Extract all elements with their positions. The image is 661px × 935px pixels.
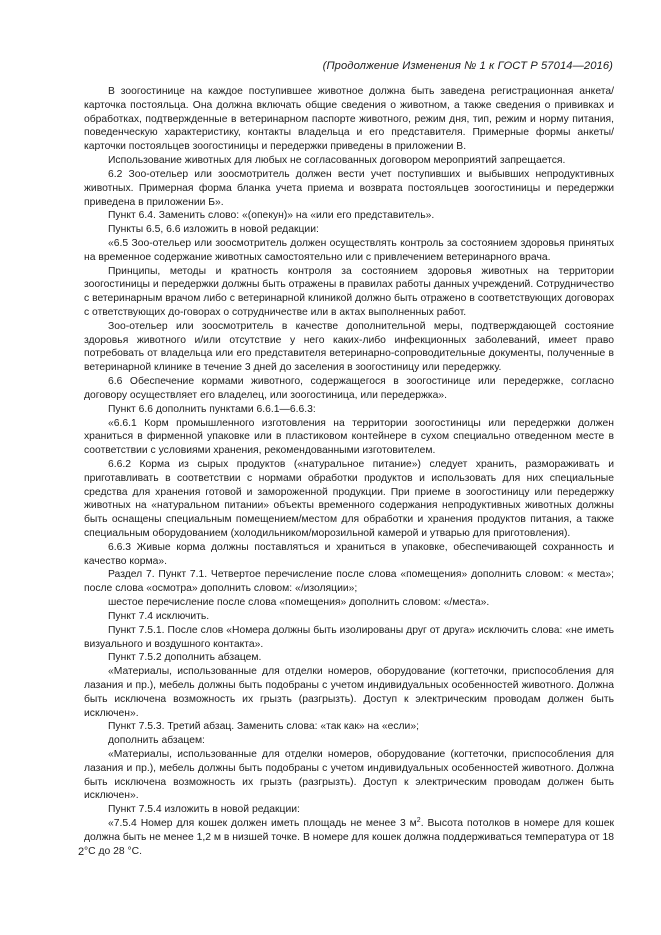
paragraph: Пункт 7.5.1. После слов «Номера должны быть изолированы друг от друга» исключить слова: «не иметь визуального и воздушного контакта».: [84, 624, 614, 650]
paragraph: Пункт 7.5.4 изложить в новой редакции:: [108, 804, 300, 816]
paragraph: Раздел 7. Пункт 7.1. Четвертое перечисление после слова «помещения» дополнить словом: « места»; после слова «осмотра» дополнить словом: «/изоляции»;: [84, 569, 614, 595]
page-header: (Продолжение Изменения № 1 к ГОСТ Р 57014—2016): [322, 60, 613, 72]
paragraph: Использование животных для любых не согласованных договором мероприятий запрещается.: [108, 155, 566, 167]
paragraph: Принципы, методы и кратность контроля за состоянием здоровья животных на территории зоогостиницы и передержки должны быть отражены в правилах работы данных учреждений. Сотрудничество с ветеринарным врачом либо с ветеринарной клиникой должно быть отражено в соответствующих договорах с ответствующих до-говорах о сотрудничестве или в актах выполненных работ.: [84, 265, 614, 318]
paragraph: Пункты 6.5, 6.6 изложить в новой редакции:: [108, 224, 319, 236]
paragraph: 6.6.3 Живые корма должны поставляться и храниться в упаковке, обеспечивающей сохранность и качество корма».: [84, 541, 614, 567]
area-superscript: 2: [416, 817, 421, 825]
document-body: [84, 85, 614, 859]
paragraph: Пункт 7.5.3. Третий абзац. Заменить слова: «так как» на «если»;: [108, 721, 419, 733]
paragraph: 6.6.2 Корма из сырых продуктов («натуральное питание») следует хранить, размораживать и приготавливать в соответствии с нормами обработки продуктов и использовать для них специальные средства для хранения готовой и замороженной продукции. При приеме в зоогостиницу или передержку животных на «натуральном питании» объекты временного содержания непродуктивных животных должны быть оснащены специальным помещением/местом для обработки и хранения продуктов питания, а также специальным оборудованием (холодильником/морозильной камерой и утварью для приготовления).: [84, 458, 614, 539]
final-paragraph-start: «7.5.4 Номер для кошек должен иметь площадь не менее 3 м: [108, 818, 417, 830]
paragraph: «6.5 Зоо-отельер или зоосмотритель должен осуществлять контроль за состоянием здоровья принятых на временное содержание животных самостоятельно или с привлечением ветеринарного врача.: [84, 237, 614, 263]
page-number: 2: [78, 846, 85, 858]
paragraph: Пункт 6.4. Заменить слово: «(опекун)» на «или его представитель».: [108, 210, 435, 222]
paragraph: В зоогостинице на каждое поступившее животное должна быть заведена регистрационная анкета/карточка постояльца. Она должна включать общие сведения о животном, а также сведения о прививках и обработках, подтвержденные в ветеринарном паспорте животного, режим дня, тип, режим и норму питания, поведенческую характеристику, контакты владельца и его представителя. Примерные формы анкеты/карточки постояльцев зоогостиницы и передержки приведены в приложении В.: [84, 86, 614, 153]
paragraph: «Материалы, использованные для отделки номеров, оборудование (когтеточки, приспособления для лазания и пр.), мебель должны быть подобраны с учетом индивидуальных особенностей животного. Должна быть исключена возможность их грызть (разгрызть). Доступ к электрическим проводам должен быть исключен».: [84, 749, 614, 802]
paragraph: 6.6 Обеспечение кормами животного, содержащегося в зоогостинице или передержке, согласно договору осуществляет его владелец, или зоогостиница, или передержка».: [84, 376, 614, 401]
paragraph: шестое перечисление после слова «помещения» дополнить словом: «/места».: [108, 597, 490, 609]
final-paragraph-end: . Высота потолков в номере для кошек должна быть не менее 1,2 м в низшей точке. В номере для кошек должна поддерживаться температура от 18 °С до 28 °С.: [84, 818, 614, 857]
paragraph: Зоо-отельер или зоосмотритель в качестве дополнительной меры, подтверждающей состояние здоровья животного и/или отсутствие у него каких-либо инфекционных заболеваний, имеет право потребовать от владельца или его представителя ветеринарно-сопроводительные документы, полученные в ветеринарной клинике в течение 3 дней до заселения в зоогостиницу или передержку.: [84, 320, 614, 374]
paragraph: 6.2 Зоо-отельер или зоосмотритель должен вести учет поступивших и выбывших непродуктивных животных. Примерная форма бланка учета приема и возврата постояльцев зоогостиницы и передержки приведена в приложении Б».: [84, 168, 614, 208]
paragraph: Пункт 6.6 дополнить пунктами 6.6.1—6.6.3:: [108, 403, 316, 415]
paragraph: Пункт 7.4 исключить.: [108, 610, 210, 622]
final-paragraph: [84, 817, 614, 858]
paragraph: «Материалы, использованные для отделки номеров, оборудование (когтеточки, приспособления для лазания и пр.), мебель должны быть подобраны с учетом индивидуальных особенностей животного. Должна быть исключена возможность их грызть (разгрызть). Доступ к электрическим проводам должен быть исключен».: [84, 666, 614, 719]
paragraph: «6.6.1 Корм промышленного изготовления на территории зоогостиницы или передержки должен храниться в фирменной упаковке или в пластиковом контейнере в сухом специально отведенном месте в соответствии с условиями хранения, рекомендованными изготовителем.: [84, 417, 614, 457]
paragraph: дополнить абзацем:: [108, 735, 205, 747]
paragraph: Пункт 7.5.2 дополнить абзацем.: [108, 652, 262, 664]
